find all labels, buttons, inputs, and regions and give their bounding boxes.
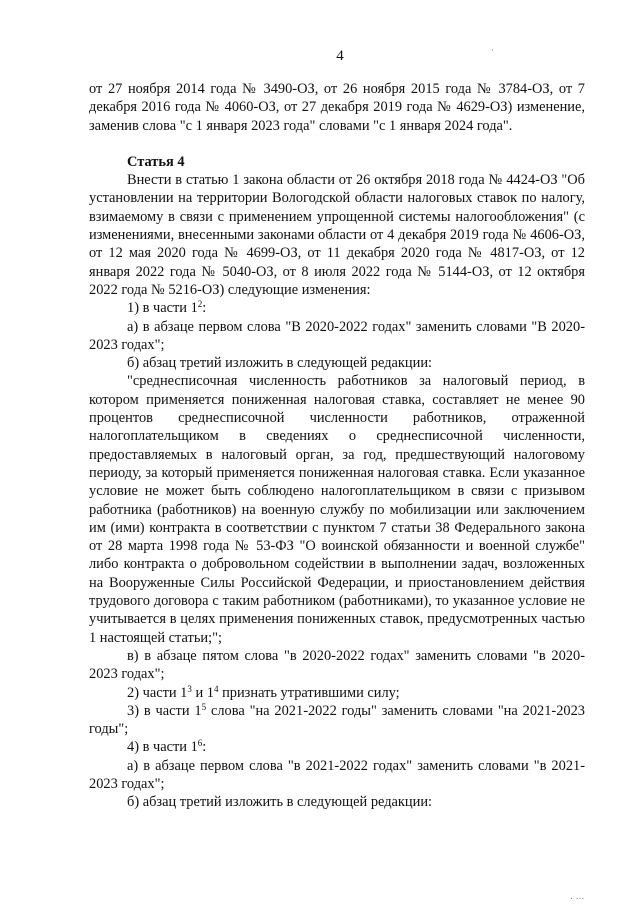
scan-mark-bottom: . ...	[570, 892, 585, 902]
list-item-4b: б) абзац третий изложить в следующей редакции:	[127, 794, 433, 811]
list-item-1v: в) в абзаце пятом слова "в 2020-2022 годах" заменить словами "в 2020-2023 годах";	[89, 647, 585, 683]
list-item-4a: а) в абзаце первом слова "в 2021-2022 годах" заменить словами "в 2021-2023 годах";	[89, 757, 585, 792]
list-item-1b: б) абзац третий изложить в следующей редакции:	[127, 355, 433, 372]
paragraph-amendment-intro: Внести в статью 1 закона области от 26 октября 2018 года № 4424-ОЗ "Об установлении на территории Вологодской области налоговых ставок по налогу, взимаемому в связи с применением упрощенной системы налогообложения" (с изменениями, внесенными законами области от 4 декабря 2019 года № 4606-ОЗ, от 12 мая 2020 года № 4699-ОЗ, от 11 декабря 2020 года № 4817-ОЗ, от 12 января 2022 года № 5040-ОЗ, от 8 июля 2022 года № 5144-ОЗ, от 12 октября 2022 года № 5216-ОЗ) следующие изменения:	[89, 172, 585, 298]
list-item-4: 4) в части $1^6$:	[127, 738, 207, 756]
list-item-1: 1) в части $1^2$:	[127, 299, 207, 317]
page-number: 4	[336, 48, 344, 64]
list-item-1a: а) в абзаце первом слова "В 2020-2022 годах" заменить словами "В 2020-2023 годах";	[89, 318, 585, 353]
scan-mark-top: ·	[491, 46, 494, 56]
list-item-3: 3) в части $1^5$ слова "на 2021-2022 годы" заменить словами "на 2021-2023 годы";	[89, 701, 585, 738]
list-item-2: 2) части $1^3$ и $1^4$ признать утратившими силу;	[127, 683, 400, 701]
article-heading: Статья 4	[127, 153, 185, 170]
quoted-text: "среднесписочная численность работников за налоговый период, в котором применяется пониженная налоговая ставка, составляет не менее 90 процентов среднесписочной численности работников, отраженной налогоплательщиком в сведениях о среднесписочной численности, предоставляемых в налоговый орган, за год, предшествующий налоговому периоду, за который применяется пониженная налоговая ставка. Если указанное условие не может быть соблюдено налогоплательщиком в связи с призывом работника (работников) на военную службу по мобилизации или заключением им (ими) контракта в соответствии с пунктом 7 статьи 38 Федерального закона от 28 марта 1998 года № 53-ФЗ "О воинской обязанности и военной службе" либо контракта о добровольном содействии в выполнении задач, возложенных на Вооруженные Силы Российской Федерации, и приостановлением действия трудового договора с таким работником (работниками), то указанное условие не учитывается в целях применения пониженных ставок, предусмотренных частью 1 настоящей статьи;";	[89, 373, 585, 646]
document-body	[89, 80, 585, 812]
paragraph-continuation: от 27 ноября 2014 года № 3490-ОЗ, от 26 ноября 2015 года № 3784-ОЗ, от 7 декабря 2016 года № 4060-ОЗ, от 27 декабря 2019 года № 4629-ОЗ) изменение, заменив слова "с 1 января 2023 года" словами "с 1 января 2024 года".	[89, 81, 585, 134]
